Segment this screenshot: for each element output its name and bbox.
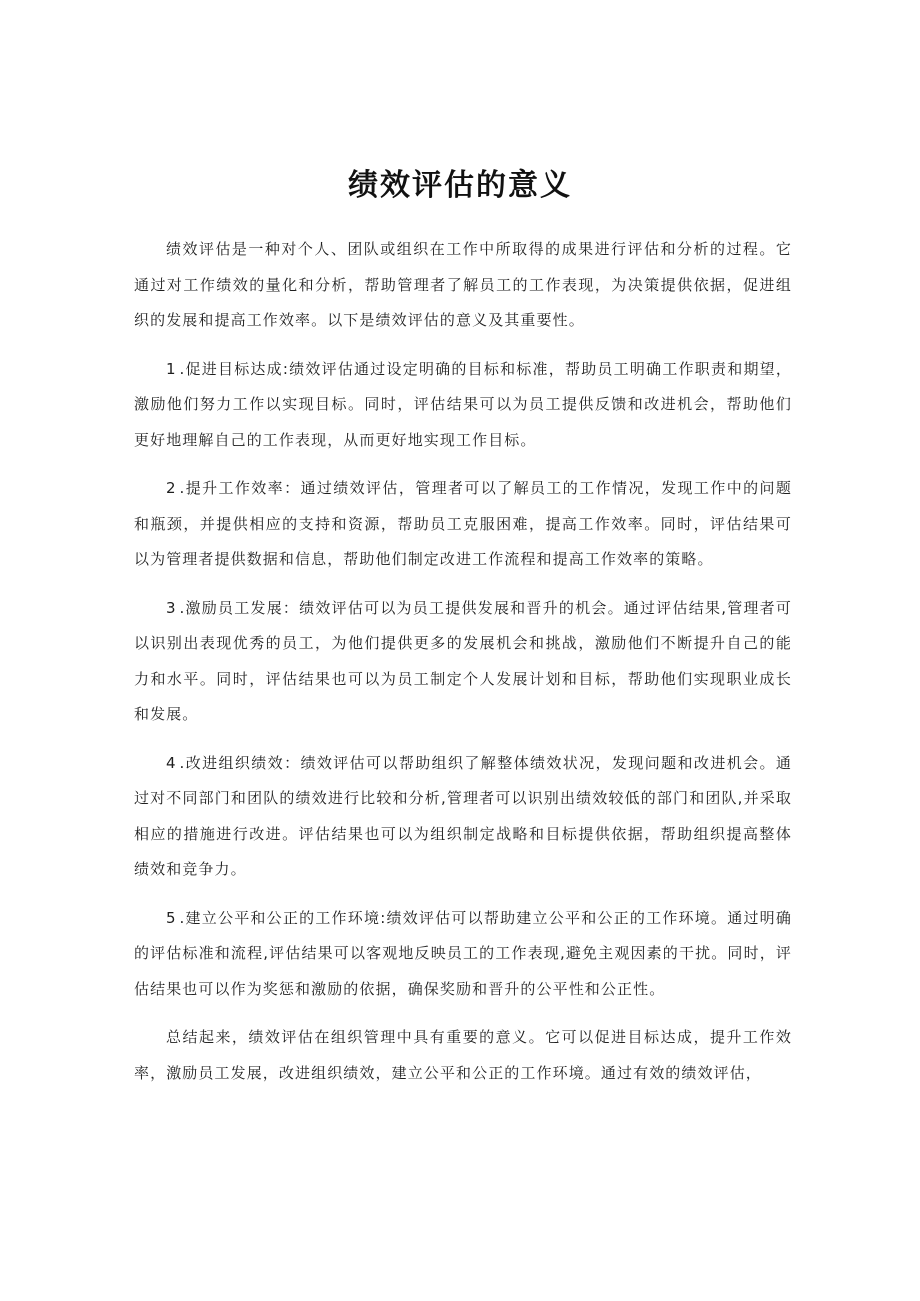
paragraph-number: 1 — [166, 359, 180, 378]
paragraph-number: 5 — [166, 908, 180, 927]
paragraph-number: 3 — [166, 598, 180, 617]
paragraph-summary — [134, 1020, 792, 1091]
paragraph-point-3 — [134, 591, 792, 733]
paragraph-number: 2 — [166, 479, 180, 497]
paragraph-text: 总结起来，绩效评估在组织管理中具有重要的意义。它可以促进目标达成，提升工作效率，激励员工发展，改进组织绩效，建立公平和公正的工作环境。通过有效的绩效评估， — [134, 1028, 792, 1082]
page-title: 绩效评估的意义 — [348, 168, 572, 203]
paragraph-text: .改进组织绩效：绩效评估可以帮助组织了解整体绩效状况，发现问题和改进机会。通过对不同部门和团队的绩效进行比较和分析,管理者可以识别出绩效较低的部门和团队,并采取相应的措施进行改进。评估结果也可以为组织制定战略和目标提供依据，帮助组织提高整体绩效和竞争力。 — [134, 753, 792, 878]
paragraph-intro — [134, 232, 792, 339]
paragraph-text: .提升工作效率：通过绩效评估，管理者可以了解员工的工作情况，发现工作中的问题和瓶颈，并提供相应的支持和资源，帮助员工克服困难，提高工作效率。同时，评估结果可以为管理者提供数据和信息，帮助他们制定改进工作流程和提高工作效率的策略。 — [134, 479, 792, 568]
paragraph-point-5 — [134, 901, 792, 1008]
paragraph-text: .建立公平和公正的工作环境:绩效评估可以帮助建立公平和公正的工作环境。通过明确的评估标准和流程,评估结果可以客观地反映员工的工作表现,避免主观因素的干扰。同时，评估结果也可以作为奖惩和激励的依据，确保奖励和晋升的公平性和公正性。 — [134, 908, 792, 998]
paragraph-number: 4 — [166, 753, 180, 772]
paragraph-point-1 — [134, 352, 792, 459]
paragraph-point-4 — [134, 746, 792, 888]
paragraph-text: 绩效评估是一种对个人、团队或组织在工作中所取得的成果进行评估和分析的过程。它通过对工作绩效的量化和分析，帮助管理者了解员工的工作表现，为决策提供依据，促进组织的发展和提高工作效率。以下是绩效评估的意义及其重要性。 — [134, 240, 792, 329]
paragraph-point-2 — [134, 471, 792, 578]
paragraph-text: .激励员工发展：绩效评估可以为员工提供发展和晋升的机会。通过评估结果,管理者可以识别出表现优秀的员工，为他们提供更多的发展机会和挑战，激励他们不断提升自己的能力和水平。同时，评估结果也可以为员工制定个人发展计划和目标，帮助他们实现职业成长和发展。 — [134, 598, 792, 723]
document-body — [134, 232, 792, 1104]
paragraph-text: .促进目标达成:绩效评估通过设定明确的目标和标准，帮助员工明确工作职责和期望，激励他们努力工作以实现目标。同时，评估结果可以为员工提供反馈和改进机会，帮助他们更好地理解自己的工作表现，从而更好地实现工作目标。 — [134, 359, 792, 449]
